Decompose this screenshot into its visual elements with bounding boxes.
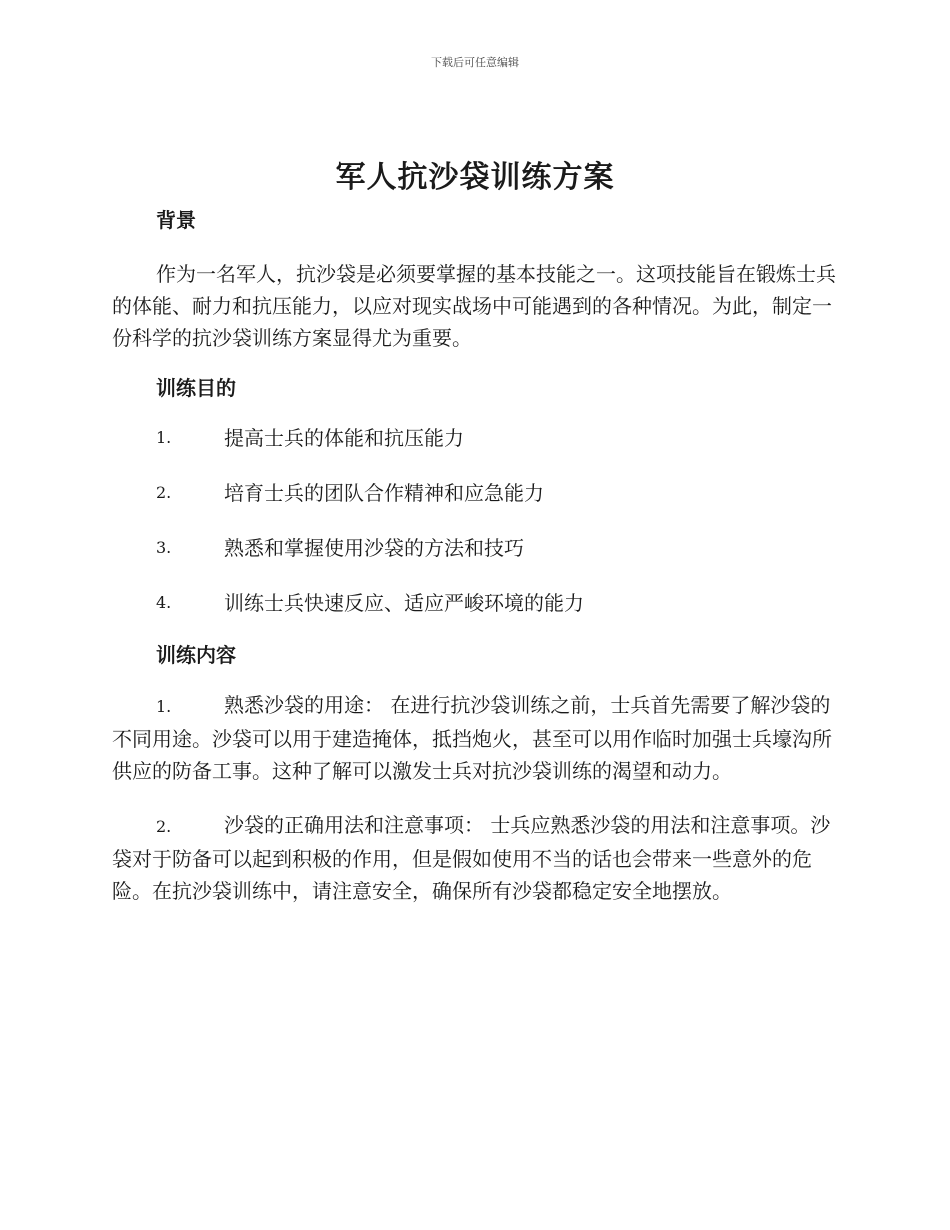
list-item [112,477,842,509]
section-content [112,635,842,907]
section-heading-content: 训练内容 [156,643,236,667]
list-number: 4. [156,593,172,612]
list-item [112,422,842,454]
list-item [112,587,842,619]
content-item-text: 熟悉沙袋的用途： 在进行抗沙袋训练之前，士兵首先需要了解沙袋的不同用途。沙袋可以用于建造掩体，抵挡炮火，甚至可以用作临时加强士兵壕沟所供应的防备工事。这种了解可以激发士兵对抗沙袋训练的渴望和动力。 [112,693,832,783]
section-heading-goals: 训练目的 [156,376,236,400]
content-item [112,809,842,907]
section-heading-background: 背景 [156,208,196,232]
list-text: 培育士兵的团队合作精神和应急能力 [224,481,544,505]
list-text: 提高士兵的体能和抗压能力 [224,426,464,450]
list-number: 2. [156,483,172,502]
header-note: 下载后可任意编辑 [431,56,519,69]
list-number: 1. [156,697,172,716]
document-title: 军人抗沙袋训练方案 [335,160,615,195]
list-item [112,532,842,564]
list-number: 2. [156,817,172,836]
content-item-text: 沙袋的正确用法和注意事项： 士兵应熟悉沙袋的用法和注意事项。沙袋对于防备可以起到积极的作用，但是假如使用不当的话也会带来一些意外的危险。在抗沙袋训练中，请注意安全，确保所有沙袋都稳定安全地摆放。 [112,813,831,903]
section-background [112,200,842,354]
list-text: 熟悉和掌握使用沙袋的方法和技巧 [224,536,524,560]
section-goals [112,368,842,619]
content-item [112,689,842,787]
document-body [112,200,842,907]
list-number: 1. [156,428,172,447]
list-number: 3. [156,538,172,557]
list-text: 训练士兵快速反应、适应严峻环境的能力 [224,591,584,615]
background-paragraph: 作为一名军人，抗沙袋是必须要掌握的基本技能之一。这项技能旨在锻炼士兵的体能、耐力和抗压能力，以应对现实战场中可能遇到的各种情况。为此，制定一份科学的抗沙袋训练方案显得尤为重要。 [112,262,836,350]
